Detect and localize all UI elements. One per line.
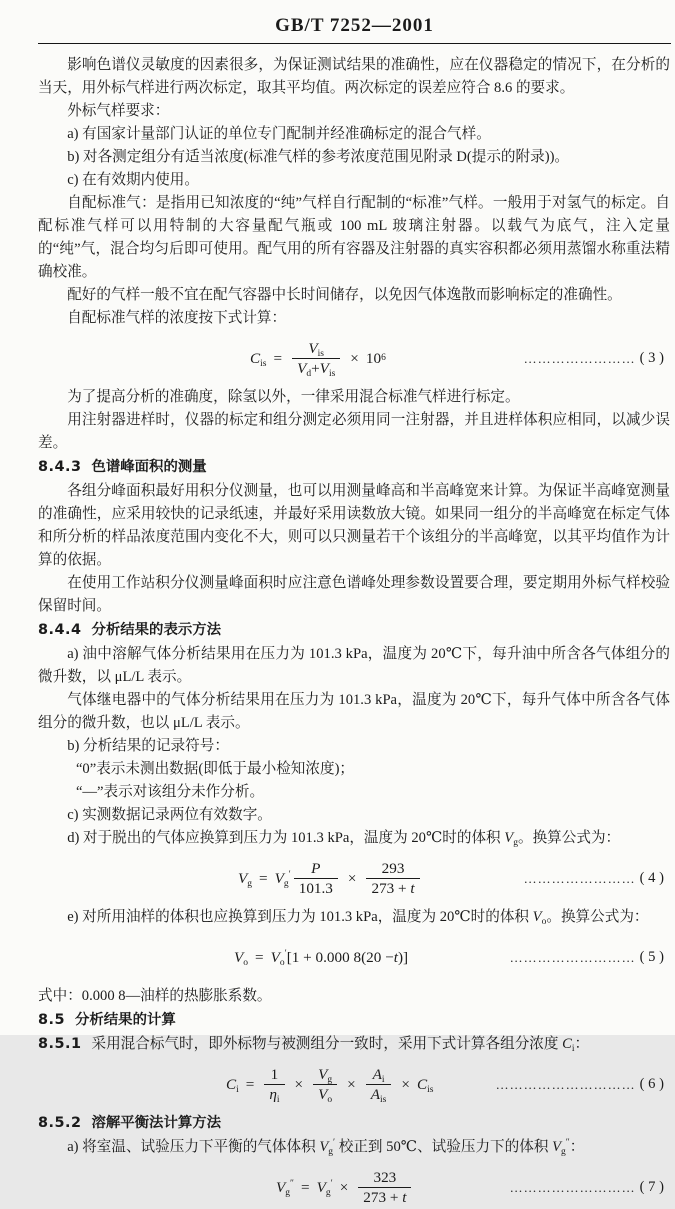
section-text	[91, 1036, 589, 1052]
text-run: 。换算公式为：	[517, 830, 621, 846]
math-variable: $V_g'$	[316, 1178, 333, 1198]
section-title: 溶解平衡法计算方法	[91, 1115, 222, 1131]
paragraph	[38, 284, 670, 307]
text-run: 在使用工作站积分仪测量峰面积时应注意色谱峰处理参数设置要合理，要定期用外标气样校验保留时间。	[38, 575, 670, 614]
paragraph	[38, 409, 670, 455]
fraction	[264, 1066, 284, 1103]
fraction-numerator	[358, 1169, 411, 1188]
fraction-numerator	[264, 1066, 284, 1085]
formula-expression	[234, 946, 408, 969]
text-run: 101.3	[298, 879, 333, 897]
section-title: 分析结果的表示方法	[91, 622, 222, 638]
math-variable: t	[393, 948, 398, 966]
math-variable: $V_g''$	[276, 1178, 294, 1198]
math-operator: ×	[339, 1178, 349, 1196]
standard-code: GB/T 7252—2001	[275, 15, 434, 36]
text-run: a) 有国家计量部门认证的单位专门配制并经准确标定的混合气样。	[67, 126, 491, 142]
formula	[38, 1062, 670, 1106]
math-variable: $V_g''$	[552, 1138, 570, 1157]
math-variable: $V_g$	[238, 869, 253, 889]
text-run: c) 在有效期内使用。	[67, 172, 199, 188]
math-variable: $V_g'$	[319, 1138, 336, 1157]
text-run: 自配标准气样的浓度按下式计算：	[67, 310, 287, 326]
formula	[38, 1165, 670, 1209]
formula	[38, 856, 670, 900]
math-variable: $A_{is}$	[370, 1085, 387, 1105]
math-variable: $C_i$	[226, 1075, 239, 1095]
formula-number: ( 7 )	[639, 1178, 664, 1195]
math-variable: $V_o'$	[270, 948, 287, 968]
section-title: 色谱峰面积的测量	[91, 459, 207, 475]
section-title: 分析结果的计算	[75, 1012, 176, 1028]
section-number: 8.5	[38, 1012, 65, 1028]
math-operator: ×	[347, 1075, 356, 1093]
text-run: b) 分析结果的记录符号：	[67, 738, 229, 754]
fraction	[366, 860, 419, 897]
fraction-denominator	[366, 879, 419, 897]
paragraph	[38, 985, 670, 1008]
paragraph	[38, 480, 670, 572]
formula	[38, 935, 670, 979]
fraction	[294, 860, 338, 897]
text-run: c) 实测数据记录两位有效数字。	[67, 807, 272, 823]
math-variable: $C_{is}$	[416, 1075, 434, 1095]
text-run: 273 +	[363, 1188, 403, 1206]
fraction-numerator	[366, 860, 419, 879]
formula	[38, 336, 670, 380]
section-number: 8.5.1	[38, 1036, 82, 1052]
text-run: ：	[574, 1036, 590, 1052]
math-operator: =	[245, 1075, 255, 1093]
fraction	[366, 1066, 392, 1103]
text-run: 采用混合标气时，即外标物与被测组分一致时，采用下式计算各组分浓度	[91, 1036, 563, 1052]
text-run: 用注射器进样时，仪器的标定和组分测定必须用同一注射器，并且进样体积应相同，以减少误差。	[38, 412, 670, 451]
paragraph	[38, 781, 670, 804]
paragraph	[38, 689, 670, 735]
paragraph	[38, 643, 670, 689]
text-run: 式中：0.000 8—油样的热膨胀系数。	[38, 988, 272, 1004]
text-run: )]	[397, 948, 409, 966]
text-run: 323	[373, 1168, 397, 1186]
math-operator: ×	[401, 1075, 410, 1093]
text-run: d) 对于脱出的气体应换算到压力为 101.3 kPa，温度为 20℃时的体积	[67, 830, 505, 846]
math-operator: ×	[294, 1075, 304, 1093]
fraction-numerator	[313, 1066, 337, 1085]
paragraph	[38, 758, 670, 781]
section-heading	[38, 456, 670, 479]
formula-number: ( 6 )	[639, 1075, 664, 1092]
fraction-denominator	[294, 879, 338, 897]
fraction-numerator	[366, 1066, 392, 1085]
math-operator: =	[301, 1178, 310, 1196]
math-variable: $C_i$	[562, 1036, 575, 1054]
formula-number: ( 5 )	[639, 948, 664, 965]
math-variable: t	[410, 879, 415, 897]
formula-leader-dots: ……………………	[523, 350, 636, 366]
math-variable: $C_{is}$	[250, 349, 267, 369]
paragraph	[38, 146, 670, 169]
paragraph	[38, 906, 670, 929]
formula-expression	[276, 1169, 414, 1206]
formula-leader-dots: …………………………	[495, 1076, 636, 1092]
math-variable: P	[311, 859, 321, 877]
math-variable: $V_o$	[234, 948, 249, 968]
paragraph	[38, 192, 670, 284]
text-run: a) 将室温、试验压力下平衡的气体体积	[67, 1139, 320, 1155]
text-run: a) 油中溶解气体分析结果用在压力为 101.3 kPa，温度为 20℃下，每升油中所含各气体组分的微升数，以 μL/L 表示。	[38, 646, 670, 685]
fraction-denominator	[358, 1188, 411, 1206]
text-run: 自配标准气：是指用已知浓度的“纯”气样自行配制的“标准”气样。一般用于对氢气的标定。自配标准气样可以用特制的大容量配气瓶或 100 mL 玻璃注射器。以载气为底气，注入定量的“纯”气，混合均匀后即可使用。配气用的所有容器及注射器的真实容积都必须用蒸馏水称重法精确校准。	[38, 195, 670, 280]
fraction-denominator	[292, 359, 340, 377]
math-operator: =	[273, 349, 283, 367]
formula-number: ( 3 )	[639, 349, 664, 366]
section-heading	[38, 1009, 670, 1032]
formula-leader-dots: ………………………	[509, 1179, 636, 1195]
section-heading	[38, 619, 670, 642]
math-operator: =	[259, 869, 268, 887]
text-run: 影响色谱仪灵敏度的因素很多，为保证测试结果的准确性，应在仪器稳定的情况下，在分析的当天，用外标气样进行两次标定，取其平均值。两次标定的误差应符合 8.6 的要求。	[38, 57, 670, 96]
math-variable: $V_g$	[318, 1065, 333, 1085]
paragraph	[38, 307, 670, 330]
fraction	[313, 1066, 337, 1103]
text-run: 校正到 50℃、试验压力下的体积	[335, 1139, 553, 1155]
section-number: 8.5.2	[38, 1115, 82, 1131]
formula-number: ( 4 )	[639, 869, 664, 886]
fraction-numerator	[292, 340, 340, 359]
math-variable: $V_g'$	[274, 869, 291, 889]
math-variable: $V_d$	[297, 359, 312, 379]
fraction-denominator	[264, 1085, 284, 1103]
math-operator: ×	[347, 869, 357, 887]
fraction-numerator	[294, 860, 338, 879]
text-run: [1 + 0.000 8(20 −	[286, 948, 394, 966]
text-run: 配好的气样一般不宜在配气容器中长时间储存，以免因气体逸散而影响标定的准确性。	[67, 287, 622, 303]
paragraph	[38, 735, 670, 758]
paragraph	[38, 572, 670, 618]
text-run: 各组分峰面积最好用积分仪测量，也可以用测量峰高和半高峰宽来计算。为保证半高峰宽测量的准确性，应采用较快的记录纸速，并最好采用读数放大镜。如果同一组分的半高峰宽在标定气体和所分析的样品浓度范围内变化不大，则可以只测量若干个该组分的半高峰宽，以其平均值作为计算的依据。	[38, 483, 670, 568]
text-run: e) 对所用油样的体积也应换算到压力为 101.3 kPa，温度为 20℃时的体积	[67, 909, 533, 925]
math-variable: $\eta_i$	[269, 1085, 280, 1105]
fraction	[358, 1169, 411, 1206]
text-run: 气体继电器中的气体分析结果用在压力为 101.3 kPa，温度为 20℃下，每升气体中所含各气体组分的微升数，也以 μL/L 表示。	[38, 692, 670, 731]
section-heading	[38, 1112, 670, 1135]
math-variable: $V_g$	[504, 830, 518, 848]
section-heading	[38, 1033, 670, 1056]
text-run: 。换算公式为：	[546, 909, 649, 925]
text-run: 1	[270, 1065, 279, 1083]
math-variable: $V_o$	[318, 1085, 333, 1105]
text-run: b) 对各测定组分有适当浓度(标准气样的参考浓度范围见附录 D(提示的附录))。	[67, 149, 570, 165]
math-variable: $V_{is}$	[319, 359, 336, 379]
formula-leader-dots: ………………………	[509, 949, 636, 965]
paragraph	[38, 804, 670, 827]
header-rule	[38, 43, 671, 44]
formula-leader-dots: ……………………	[523, 870, 636, 886]
section-number: 8.4.4	[38, 622, 82, 638]
math-variable: $V_o$	[532, 909, 547, 927]
formula-expression	[238, 860, 423, 897]
paragraph	[38, 386, 670, 409]
math-operator: ×	[350, 349, 359, 367]
paragraph	[38, 100, 670, 123]
paragraph	[38, 1136, 670, 1159]
fraction-denominator	[366, 1085, 392, 1103]
text-run: 293	[381, 859, 405, 877]
text-run: ：	[569, 1139, 585, 1155]
fraction-denominator	[313, 1085, 337, 1103]
document-body	[38, 54, 671, 1209]
text-run: 273 +	[371, 879, 411, 897]
paragraph	[38, 169, 670, 192]
text-run: 外标气样要求：	[67, 103, 170, 119]
formula-expression: $C_{is}$ = $\frac{V_{is}}{V_d+V_{is}}$ × 10 6	[250, 339, 386, 379]
text-run: “—”表示对该组分未作分析。	[75, 784, 265, 800]
paragraph	[38, 827, 670, 850]
math-operator: =	[255, 948, 264, 966]
formula-expression	[226, 1066, 433, 1103]
text-run: “0”表示未测出数据(即低于最小检知浓度)；	[75, 761, 355, 777]
text-run: +	[311, 359, 320, 377]
text-run: 10	[365, 349, 382, 367]
math-variable: t	[402, 1188, 407, 1206]
math-variable: $V_{is}$	[308, 339, 324, 359]
fraction	[292, 340, 340, 377]
section-number: 8.4.3	[38, 459, 82, 475]
paragraph	[38, 54, 670, 100]
paragraph	[38, 123, 670, 146]
math-variable: $A_i$	[372, 1065, 385, 1085]
text-run: 为了提高分析的准确度，除氢以外，一律采用混合标准气样进行标定。	[67, 389, 520, 405]
